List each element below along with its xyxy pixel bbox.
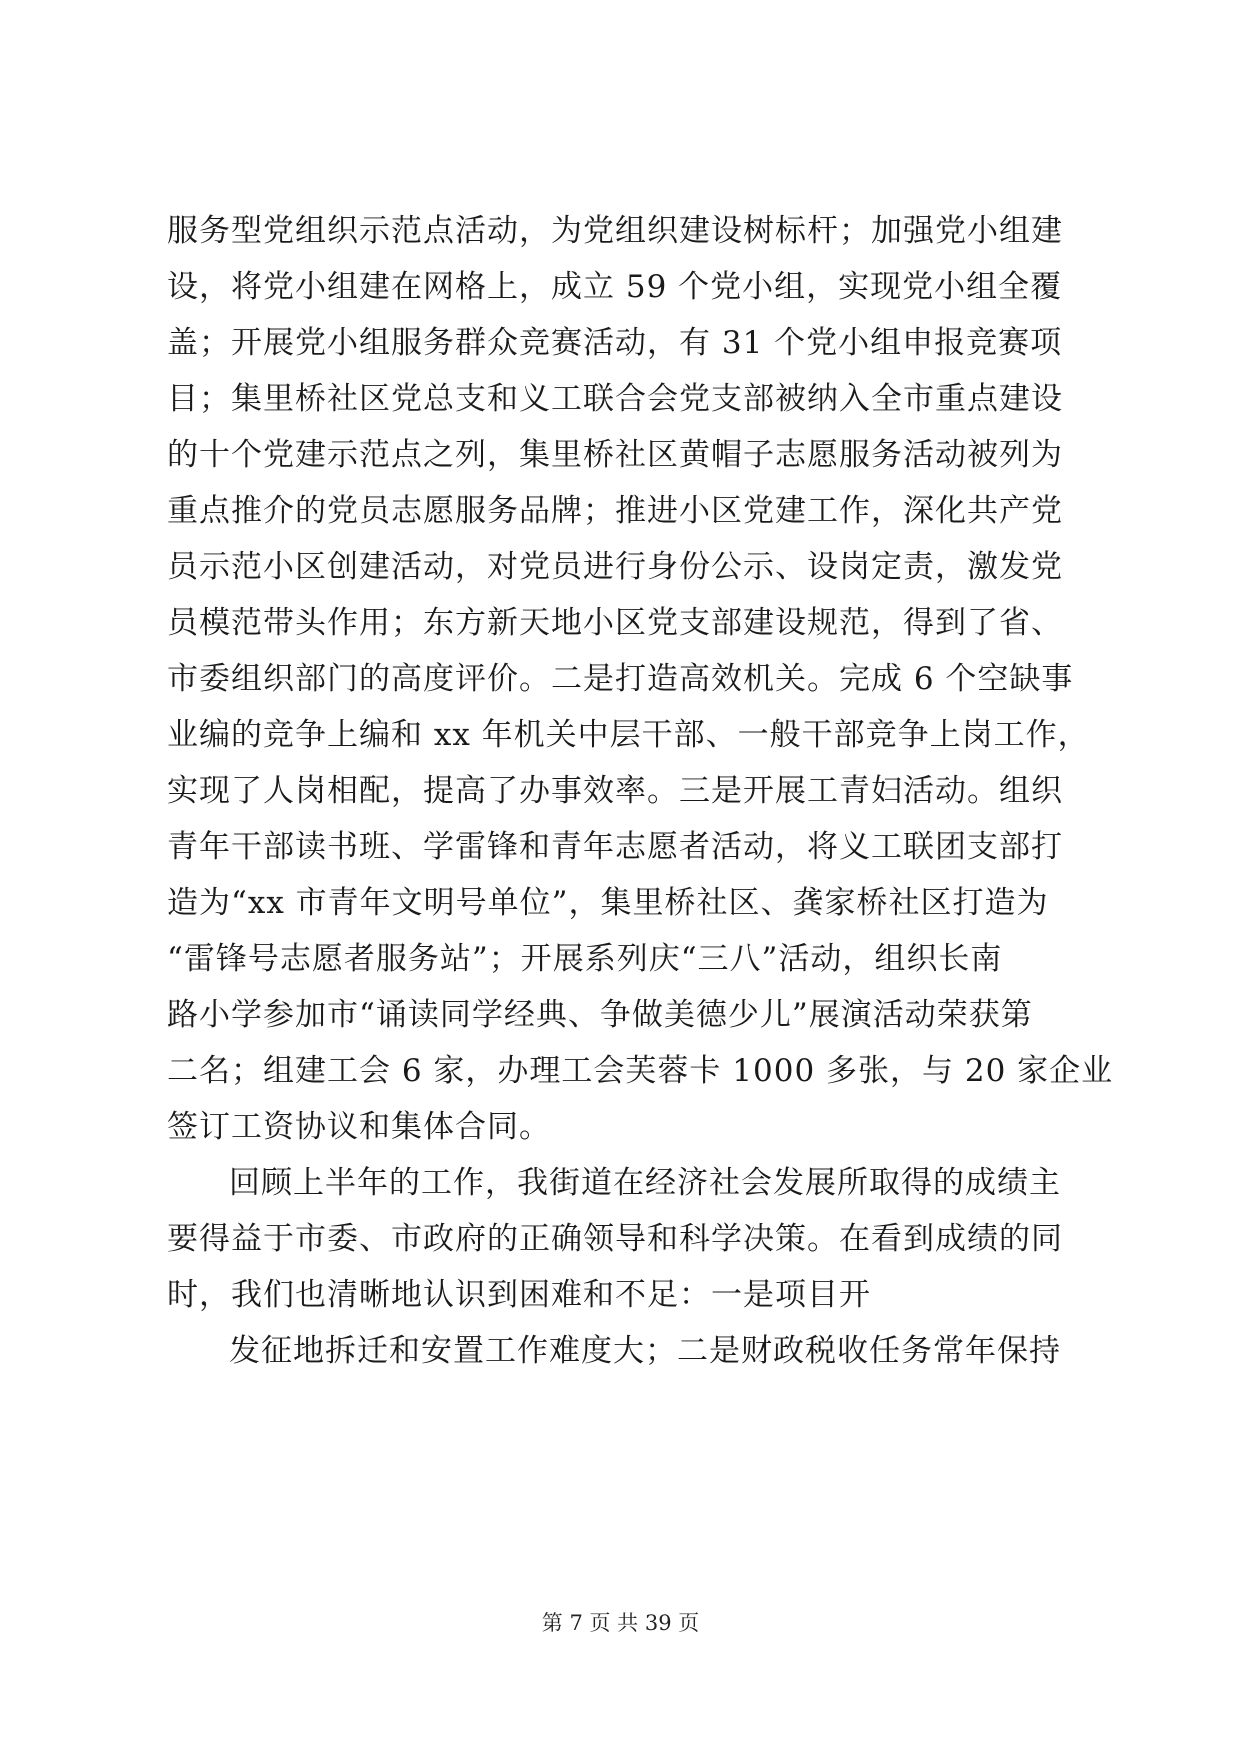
text-line: 服务型党组织示范点活动，为党组织建设树标杆；加强党小组建 bbox=[167, 213, 1063, 249]
text-line: 员模范带头作用；东方新天地小区党支部建设规范，得到了省、 bbox=[167, 605, 1063, 641]
text-line: 市委组织部门的高度评价。二是打造高效机关。完成 6 个空缺事 bbox=[167, 661, 1074, 697]
text-line: 业编的竞争上编和 xx 年机关中层干部、一般干部竞争上岗工作， bbox=[167, 717, 1090, 753]
text-line: 员示范小区创建活动，对党员进行身份公示、设岗定责，激发党 bbox=[167, 549, 1063, 585]
text-line: 要得益于市委、市政府的正确领导和科学决策。在看到成绩的同 bbox=[167, 1221, 1063, 1257]
text-line: “雷锋号志愿者服务站”；开展系列庆“三八”活动，组织长南 bbox=[167, 941, 1003, 977]
text-line: 的十个党建示范点之列，集里桥社区黄帽子志愿服务活动被列为 bbox=[167, 437, 1063, 473]
text-line: 盖；开展党小组服务群众竞赛活动，有 31 个党小组申报竞赛项 bbox=[167, 325, 1063, 361]
page-number-footer: 第 7 页 共 39 页 bbox=[541, 1611, 700, 1635]
text-line: 实现了人岗相配，提高了办事效率。三是开展工青妇活动。组织 bbox=[167, 773, 1063, 809]
text-line: 造为“xx 市青年文明号单位”，集里桥社区、龚家桥社区打造为 bbox=[167, 885, 1049, 921]
text-line: 回顾上半年的工作，我街道在经济社会发展所取得的成绩主 bbox=[229, 1165, 1061, 1201]
text-line: 青年干部读书班、学雷锋和青年志愿者活动，将义工联团支部打 bbox=[167, 829, 1063, 865]
text-line: 签订工资协议和集体合同。 bbox=[167, 1109, 551, 1145]
text-line: 重点推介的党员志愿服务品牌；推进小区党建工作，深化共产党 bbox=[167, 493, 1063, 529]
text-line: 目；集里桥社区党总支和义工联合会党支部被纳入全市重点建设 bbox=[167, 381, 1063, 417]
text-line: 路小学参加市“诵读同学经典、争做美德少儿”展演活动荣获第 bbox=[167, 997, 1033, 1033]
text-line: 时，我们也清晰地认识到困难和不足：一是项目开 bbox=[167, 1277, 871, 1313]
text-line: 发征地拆迁和安置工作难度大；二是财政税收任务常年保持 bbox=[229, 1333, 1061, 1369]
text-line: 设，将党小组建在网格上，成立 59 个党小组，实现党小组全覆 bbox=[167, 269, 1063, 305]
text-line: 二名；组建工会 6 家，办理工会芙蓉卡 1000 多张，与 20 家企业 bbox=[167, 1053, 1114, 1089]
